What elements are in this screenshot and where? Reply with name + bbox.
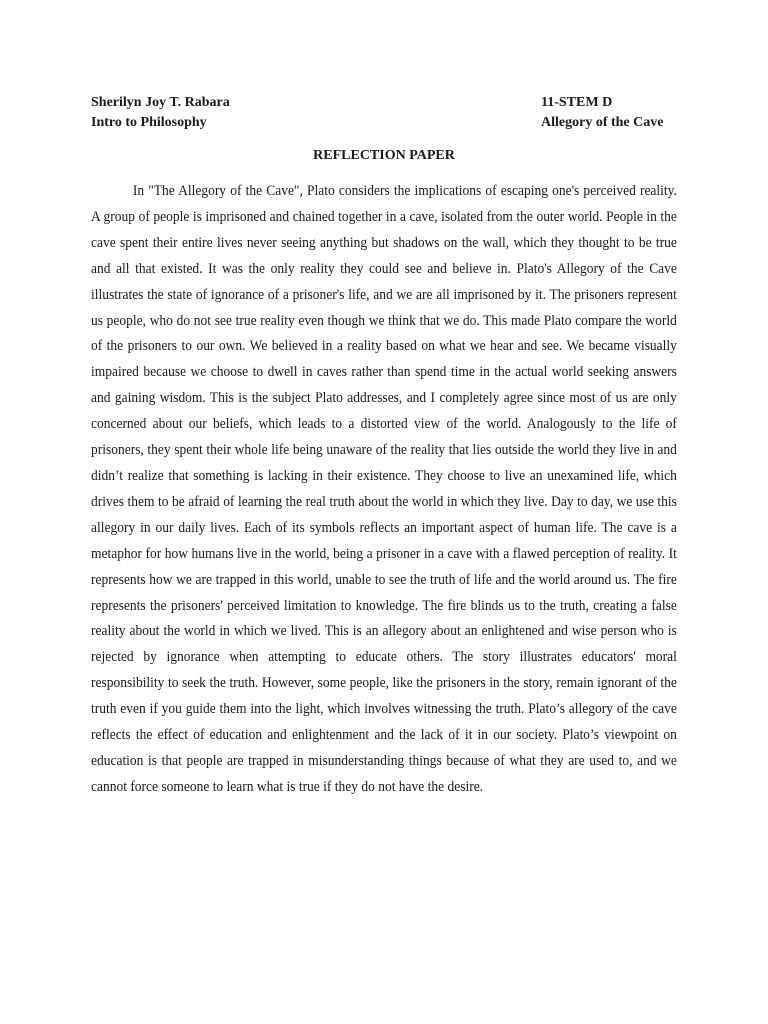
course-name: Intro to Philosophy: [91, 115, 207, 130]
class-section: 11-STEM D: [541, 95, 613, 110]
header-row-2: [91, 113, 676, 133]
paper-topic: Allegory of the Cave: [541, 115, 664, 130]
body-paragraph: In "The Allegory of the Cave", Plato considers the implications of escaping one's perceived reality. A group of people is imprisoned and chained together in a cave, isolated from the outer world. People in the cave spent their entire lives never seeing anything but shadows on the wall, which they thought to be true and all that existed. It was the only reality they could see and believe in. Plato's Allegory of the Cave illustrates the state of ignorance of a prisoner's life, and we are all imprisoned by it. The prisoners represent us people, who do not see true reality even though we think that we do. This made Plato compare the world of the prisoners to our own. We believed in a reality based on what we hear and see. We became visually impaired because we choose to dwell in caves rather than spend time in the actual world seeking answers and gaining wisdom. This is the subject Plato addresses, and I completely agree since most of us are only concerned about our beliefs, which leads to a distorted view of the world. Analogously to the life of prisoners, they spent their whole life being unaware of the reality that lies outside the world they live in and didn’t realize that something is lacking in their existence. They choose to live an unexamined life, which drives them to be afraid of learning the real truth about the world in which they live. Day to day, we use this allegory in our daily lives. Each of its symbols reflects an important aspect of human life. The cave is a metaphor for how humans live in the world, being a prisoner in a cave with a flawed perception of reality. It represents how we are trapped in this world, unable to see the truth of life and the world around us. The fire represents the prisoners' perceived limitation to knowledge. The fire blinds us to the truth, creating a false reality about the world in which we lived. This is an allegory about an enlightened and wise person who is rejected by ignorance when attempting to educate others. The story illustrates educators' moral responsibility to seek the truth. However, some people, like the prisoners in the story, remain ignorant of the truth even if you guide them into the light, which involves witnessing the truth. Plato’s allegory of the cave reflects the effect of education and enlightenment and the lack of it in our society. Plato’s viewpoint on education is that people are trapped in misunderstanding things because of what they are used to, and we cannot force someone to learn what is true if they do not have the desire.: [91, 183, 677, 795]
header-row-1: [91, 93, 676, 113]
paper-title: REFLECTION PAPER: [313, 148, 455, 163]
author-name: Sherilyn Joy T. Rabara: [91, 95, 230, 110]
